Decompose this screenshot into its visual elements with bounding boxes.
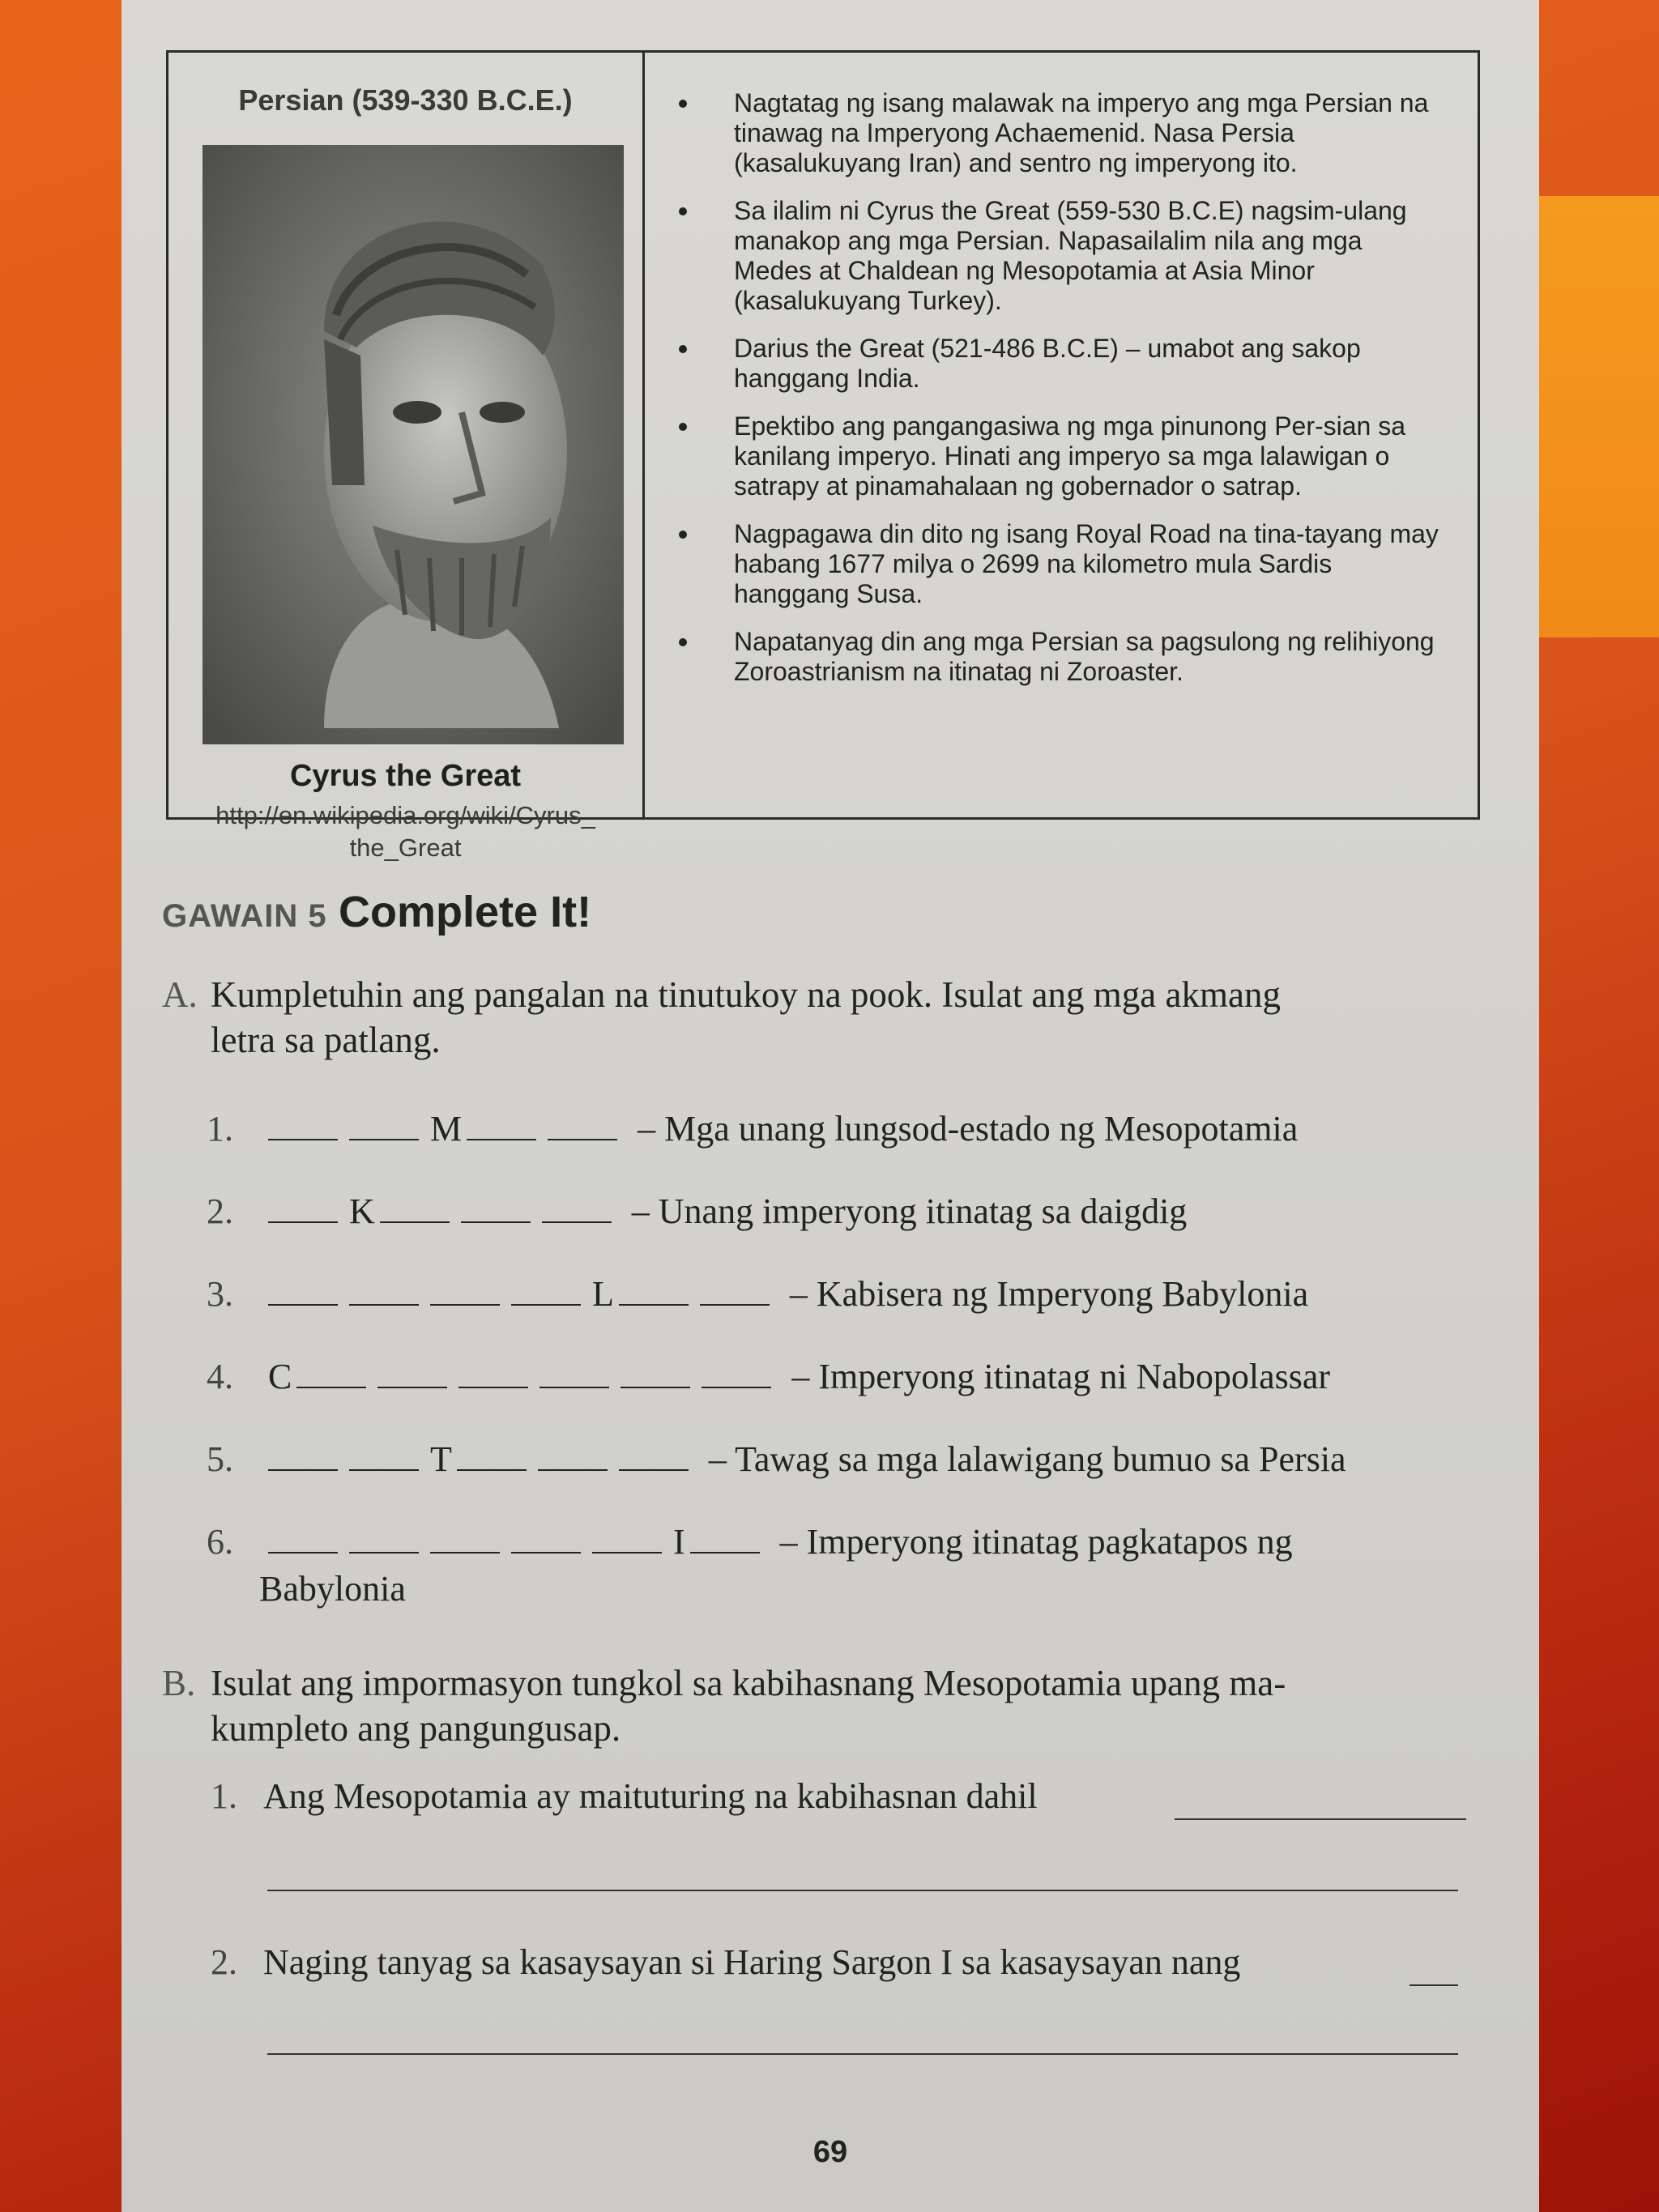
given-letter: L xyxy=(592,1274,614,1314)
fact-item xyxy=(677,334,1445,394)
facts-column xyxy=(645,53,1478,817)
answer-line[interactable] xyxy=(1410,1984,1458,1986)
answer-line[interactable] xyxy=(267,2053,1458,2055)
bullet-icon xyxy=(679,531,687,539)
fill-item-4 xyxy=(207,1356,1330,1397)
portrait-name: Cyrus the Great xyxy=(289,759,522,793)
fact-text: Nagtatag ng isang malawak na imperyo ang mga Persian na tinawag na Imperyong Achaemenid. Nasa Persia (kasalukuyang Iran) and sentro ng imperyong ito. xyxy=(734,88,1429,177)
letter-blank[interactable] xyxy=(457,1468,527,1471)
letter-blank[interactable] xyxy=(538,1468,608,1471)
letter-blank[interactable] xyxy=(377,1385,447,1388)
letter-blank[interactable] xyxy=(511,1302,581,1306)
activity-label: GAWAIN 5 xyxy=(162,898,327,934)
letter-blank[interactable] xyxy=(702,1385,771,1388)
given-letter: K xyxy=(349,1191,375,1231)
answer-line[interactable] xyxy=(267,1890,1458,1891)
letter-blank[interactable] xyxy=(700,1302,770,1306)
fact-item xyxy=(677,88,1445,178)
sentence-item-1 xyxy=(211,1775,1038,1817)
part-a-letter: A. xyxy=(162,974,198,1015)
bullet-icon xyxy=(679,207,687,215)
letter-blank[interactable] xyxy=(548,1137,617,1140)
fact-item xyxy=(677,411,1445,501)
fill-item-1 xyxy=(207,1108,1298,1149)
accent-bar xyxy=(1539,196,1659,637)
fill-item-6-continuation: Babylonia xyxy=(259,1569,406,1609)
item-number: 6. xyxy=(207,1522,233,1562)
item-description: – Imperyong itinatag ni Nabopolassar xyxy=(791,1357,1331,1396)
item-description: – Imperyong itinatag pagkatapos ng xyxy=(779,1522,1293,1562)
fact-item xyxy=(677,196,1445,316)
part-b-instruction xyxy=(162,1660,1474,1751)
letter-blank[interactable] xyxy=(621,1385,690,1388)
table-caption: Persian (539-330 B.C.E.) xyxy=(238,83,573,117)
given-letter: C xyxy=(268,1357,292,1396)
letter-blank[interactable] xyxy=(380,1220,450,1223)
bullet-icon xyxy=(679,638,687,646)
item-number: 4. xyxy=(207,1357,233,1396)
item-number: 3. xyxy=(207,1274,233,1314)
item-description: – Mga unang lungsod-estado ng Mesopotamia xyxy=(638,1109,1299,1149)
letter-blank[interactable] xyxy=(542,1220,612,1223)
given-letter: I xyxy=(673,1522,685,1562)
sentence-text: Naging tanyag sa kasaysayan si Haring Sargon I sa kasaysayan nang xyxy=(263,1942,1241,1982)
bullet-icon xyxy=(679,345,687,353)
letter-blank[interactable] xyxy=(461,1220,531,1223)
letter-blank[interactable] xyxy=(268,1302,338,1306)
bullet-icon xyxy=(679,100,687,108)
item-number: 2. xyxy=(211,1942,237,1982)
letter-blank[interactable] xyxy=(349,1550,419,1554)
letter-blank[interactable] xyxy=(511,1550,581,1554)
given-letter: M xyxy=(430,1109,463,1149)
book-page xyxy=(122,0,1539,2212)
fact-text: Napatanyag din ang mga Persian sa pagsulong ng relihiyong Zoroastrianism na itinatag ni Zoroaster. xyxy=(734,627,1435,686)
item-number: 1. xyxy=(207,1109,233,1149)
part-a-line-2: letra sa patlang. xyxy=(211,1020,441,1060)
sentence-text: Ang Mesopotamia ay maituturing na kabihasnan dahil xyxy=(263,1776,1038,1816)
letter-blank[interactable] xyxy=(539,1385,609,1388)
fact-text: Darius the Great (521-486 B.C.E) – umabot ang sakop hanggang India. xyxy=(734,334,1361,393)
letter-blank[interactable] xyxy=(690,1550,760,1554)
item-number: 1. xyxy=(211,1776,237,1816)
fact-text: Sa ilalim ni Cyrus the Great (559-530 B.C.E) nagsim-ulang manakop ang mga Persian. Napasailalim nila ang mga Medes at Chaldean ng Mesopotamia at Asia Minor (kasalukuyang Turkey). xyxy=(734,196,1407,315)
cyrus-portrait xyxy=(203,145,624,744)
letter-blank[interactable] xyxy=(619,1302,689,1306)
bullet-icon xyxy=(679,423,687,431)
given-letter: T xyxy=(430,1439,452,1479)
letter-blank[interactable] xyxy=(619,1468,689,1471)
letter-blank[interactable] xyxy=(430,1550,500,1554)
sentence-item-2 xyxy=(211,1941,1240,1983)
part-a-line-1: Kumpletuhin ang pangalan na tinutukoy na pook. Isulat ang mga akmang xyxy=(211,974,1281,1015)
facts-list xyxy=(677,88,1445,687)
letter-blank[interactable] xyxy=(430,1302,500,1306)
letter-blank[interactable] xyxy=(349,1137,419,1140)
letter-blank[interactable] xyxy=(592,1550,662,1554)
fill-item-5 xyxy=(207,1438,1346,1480)
letter-blank[interactable] xyxy=(268,1468,338,1471)
answer-line[interactable] xyxy=(1175,1818,1466,1820)
portrait-url-line-1: http://en.wikipedia.org/wiki/Cyrus_ xyxy=(215,801,595,829)
letter-blank[interactable] xyxy=(268,1220,338,1223)
fact-item xyxy=(677,627,1445,687)
fill-item-2 xyxy=(207,1191,1187,1232)
activity-title: Complete It! xyxy=(339,888,592,936)
item-description: – Unang imperyong itinatag sa daigdig xyxy=(631,1191,1188,1231)
fill-item-6 xyxy=(207,1521,1293,1562)
letter-blank[interactable] xyxy=(349,1468,419,1471)
portrait-column xyxy=(168,53,645,862)
part-a-instruction xyxy=(162,972,1474,1063)
part-b-letter: B. xyxy=(162,1663,196,1703)
letter-blank[interactable] xyxy=(296,1385,366,1388)
letter-blank[interactable] xyxy=(467,1137,536,1140)
fact-text: Nagpagawa din dito ng isang Royal Road na tina-tayang may habang 1677 milya o 2699 na kilometro mula Sardis hanggang Susa. xyxy=(734,519,1439,608)
part-b-line-1: Isulat ang impormasyon tungkol sa kabihasnang Mesopotamia upang ma- xyxy=(211,1663,1286,1703)
fill-item-3 xyxy=(207,1273,1308,1315)
fact-text: Epektibo ang pangangasiwa ng mga pinunong Per-sian sa kanilang imperyo. Hinati ang imperyo sa mga lalawigan o satrapy at pinamahalaan ng gobernador o satrap. xyxy=(734,411,1406,501)
part-b-line-2: kumpleto ang pangungusap. xyxy=(211,1708,621,1749)
persian-info-table xyxy=(166,50,1480,862)
portrait-url-line-2: the_Great xyxy=(349,833,462,862)
item-number: 5. xyxy=(207,1439,233,1479)
item-description: – Tawag sa mga lalawigang bumuo sa Persia xyxy=(708,1439,1346,1479)
item-description: – Kabisera ng Imperyong Babylonia xyxy=(789,1274,1309,1314)
item-number: 2. xyxy=(207,1191,233,1231)
portrait-source xyxy=(168,799,642,864)
letter-blank[interactable] xyxy=(349,1302,419,1306)
letter-blank[interactable] xyxy=(458,1385,528,1388)
activity-heading xyxy=(162,887,591,937)
page-number: 69 xyxy=(812,2135,848,2169)
fact-item xyxy=(677,519,1445,609)
letter-blank[interactable] xyxy=(268,1137,338,1140)
letter-blank[interactable] xyxy=(268,1550,338,1554)
